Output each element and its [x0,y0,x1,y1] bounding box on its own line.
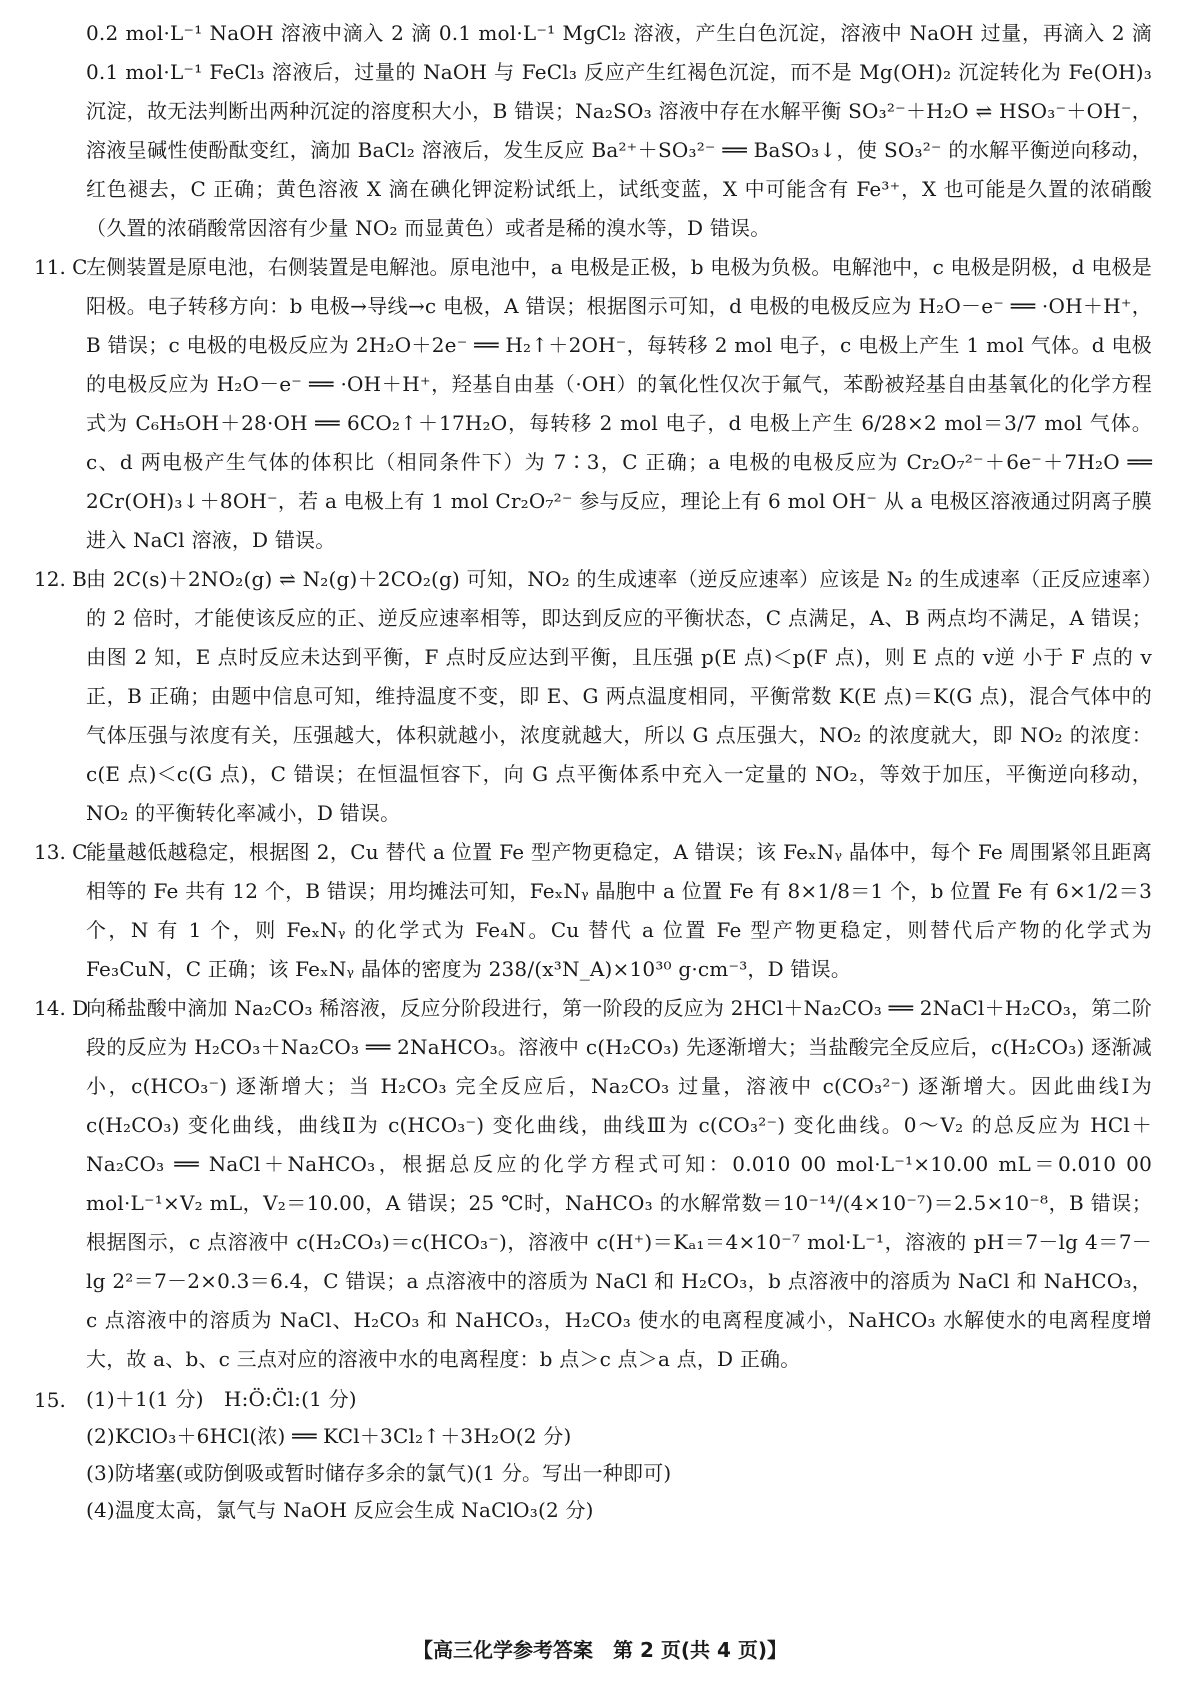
answer-number: 15. [34,1388,66,1412]
answer-15-part-1: (1)＋1(1 分) H:Ö:C̈l:(1 分) [86,1387,357,1411]
answer-15-part-2: (2)KClO₃＋6HCl(浓) ══ KCl＋3Cl₂↑＋3H₂O(2 分) [86,1424,572,1448]
answer-number: 12. B [34,567,87,591]
answer-text: 向稀盐酸中滴加 Na₂CO₃ 稀溶液，反应分阶段进行，第一阶段的反应为 2HCl＋Na₂CO₃ ══ 2NaCl＋H₂CO₃，第二阶段的反应为 H₂CO₃＋Na₂CO₃ ══ 2NaHCO₃。溶液中 c(H₂CO₃) 先逐渐增大；当盐酸完全反应后，c(H₂CO₃) 逐渐减小，c(HCO₃⁻) 逐渐增大；当 H₂CO₃ 完全反应后，Na₂CO₃ 过量，溶液中 c(CO₃²⁻) 逐渐增大。因此曲线Ⅰ为 c(H₂CO₃) 变化曲线，曲线Ⅱ为 c(HCO₃⁻) 变化曲线，曲线Ⅲ为 c(CO₃²⁻) 变化曲线。0～V₂ 的总反应为 HCl＋Na₂CO₃ ══ NaCl＋NaHCO₃，根据总反应的化学方程式可知：0.010 00 mol·L⁻¹×10.00 mL＝0.010 00 mol·L⁻¹×V₂ mL，V₂＝10.00，A 错误；25 ℃时，NaHCO₃ 的水解常数＝10⁻¹⁴/(4×10⁻⁷)＝2.5×10⁻⁸，B 错误；根据图示，c 点溶液中 c(H₂CO₃)＝c(HCO₃⁻)，溶液中 c(H⁺)＝Kₐ₁＝4×10⁻⁷ mol·L⁻¹，溶液的 pH＝7－lg 4＝7－lg 2²＝7－2×0.3＝6.4，C 错误；a 点溶液中的溶质为 NaCl 和 H₂CO₃，b 点溶液中的溶质为 NaCl 和 NaHCO₃，c 点溶液中的溶质为 NaCl、H₂CO₃ 和 NaHCO₃，H₂CO₃ 使水的电离程度减小，NaHCO₃ 水解使水的电离程度增大，故 a、b、c 三点对应的溶液中水的电离程度：b 点＞c 点＞a 点，D 正确。 [86,996,1152,1371]
answer-12 [34,560,1152,833]
answer-text: 能量越低越稳定，根据图 2，Cu 替代 a 位置 Fe 型产物更稳定，A 错误；该 FeₓNᵧ 晶体中，每个 Fe 周围紧邻且距离相等的 Fe 共有 12 个，B 错误；用均摊法可知，FeₓNᵧ 晶胞中 a 位置 Fe 有 8×1/8＝1 个，b 位置 Fe 有 6×1/2＝3 个，N 有 1 个，则 FeₓNᵧ 的化学式为 Fe₄N。Cu 替代 a 位置 Fe 型产物更稳定，则替代后产物的化学式为 Fe₃CuN，C 正确；该 FeₓNᵧ 晶体的密度为 238/(x³N_A)×10³⁰ g·cm⁻³，D 错误。 [86,840,1152,981]
answer-15-part-4: (4)温度太高，氯气与 NaOH 反应会生成 NaClO₃(2 分) [86,1498,594,1522]
answer-text: 左侧装置是原电池，右侧装置是电解池。原电池中，a 电极是正极，b 电极为负极。电解池中，c 电极是阴极，d 电极是阳极。电子转移方向：b 电极→导线→c 电极，A 错误；根据图示可知，d 电极的电极反应为 H₂O－e⁻ ══ ·OH＋H⁺，B 错误；c 电极的电极反应为 2H₂O＋2e⁻ ══ H₂↑＋2OH⁻，每转移 2 mol 电子，c 电极上产生 1 mol 气体。d 电极的电极反应为 H₂O－e⁻ ══ ·OH＋H⁺，羟基自由基（·OH）的氧化性仅次于氟气，苯酚被羟基自由基氧化的化学方程式为 C₆H₅OH＋28·OH ══ 6CO₂↑＋17H₂O，每转移 2 mol 电子，d 电极上产生 6/28×2 mol＝3/7 mol 气体。c、d 两电极产生气体的体积比（相同条件下）为 7∶3，C 正确；a 电极的电极反应为 Cr₂O₇²⁻＋6e⁻＋7H₂O ══ 2Cr(OH)₃↓＋8OH⁻，若 a 电极上有 1 mol Cr₂O₇²⁻ 参与反应，理论上有 6 mol OH⁻ 从 a 电极区溶液通过阴离子膜进入 NaCl 溶液，D 错误。 [86,255,1152,552]
answer-13 [34,833,1152,989]
answer-number: 11. C [34,255,88,279]
continued-answer-10: 0.2 mol·L⁻¹ NaOH 溶液中滴入 2 滴 0.1 mol·L⁻¹ MgCl₂ 溶液，产生白色沉淀，溶液中 NaOH 过量，再滴入 2 滴 0.1 mol·L⁻¹ FeCl₃ 溶液后，过量的 NaOH 与 FeCl₃ 反应产生红褐色沉淀，而不是 Mg(OH)₂ 沉淀转化为 Fe(OH)₃ 沉淀，故无法判断出两种沉淀的溶度积大小，B 错误；Na₂SO₃ 溶液中存在水解平衡 SO₃²⁻＋H₂O ⇌ HSO₃⁻＋OH⁻，溶液呈碱性使酚酞变红，滴加 BaCl₂ 溶液后，发生反应 Ba²⁺＋SO₃²⁻ ══ BaSO₃↓，使 SO₃²⁻ 的水解平衡逆向移动，红色褪去，C 正确；黄色溶液 X 滴在碘化钾淀粉试纸上，试纸变蓝，X 中可能含有 Fe³⁺，X 也可能是久置的浓硝酸（久置的浓硝酸常因溶有少量 NO₂ 而显黄色）或者是稀的溴水等，D 错误。 [86,21,1152,240]
answer-11 [34,248,1152,560]
answer-15 [34,1381,1152,1529]
page-footer: 【高三化学参考答案 第 2 页(共 4 页)】 [413,1638,787,1662]
answer-text: 由 2C(s)＋2NO₂(g) ⇌ N₂(g)＋2CO₂(g) 可知，NO₂ 的生成速率（逆反应速率）应该是 N₂ 的生成速率（正反应速率）的 2 倍时，才能使该反应的正、逆反应速率相等，即达到反应的平衡状态，C 点满足，A、B 两点均不满足，A 错误；由图 2 知，E 点时反应未达到平衡，F 点时反应达到平衡，且压强 p(E 点)＜p(F 点)，则 E 点的 v逆 小于 F 点的 v正，B 正确；由题中信息可知，维持温度不变，即 E、G 两点温度相同，平衡常数 K(E 点)＝K(G 点)，混合气体中的气体压强与浓度有关，压强越大，体积就越小，浓度就越大，所以 G 点压强大，NO₂ 的浓度就大，即 NO₂ 的浓度：c(E 点)＜c(G 点)，C 错误；在恒温恒容下，向 G 点平衡体系中充入一定量的 NO₂，等效于加压，平衡逆向移动，NO₂ 的平衡转化率减小，D 错误。 [86,567,1152,825]
answer-number: 14. D [34,996,89,1020]
answer-15-part-3: (3)防堵塞(或防倒吸或暂时储存多余的氯气)(1 分。写出一种即可) [86,1461,672,1485]
answer-14 [34,989,1152,1379]
answer-number: 13. C [34,840,88,864]
